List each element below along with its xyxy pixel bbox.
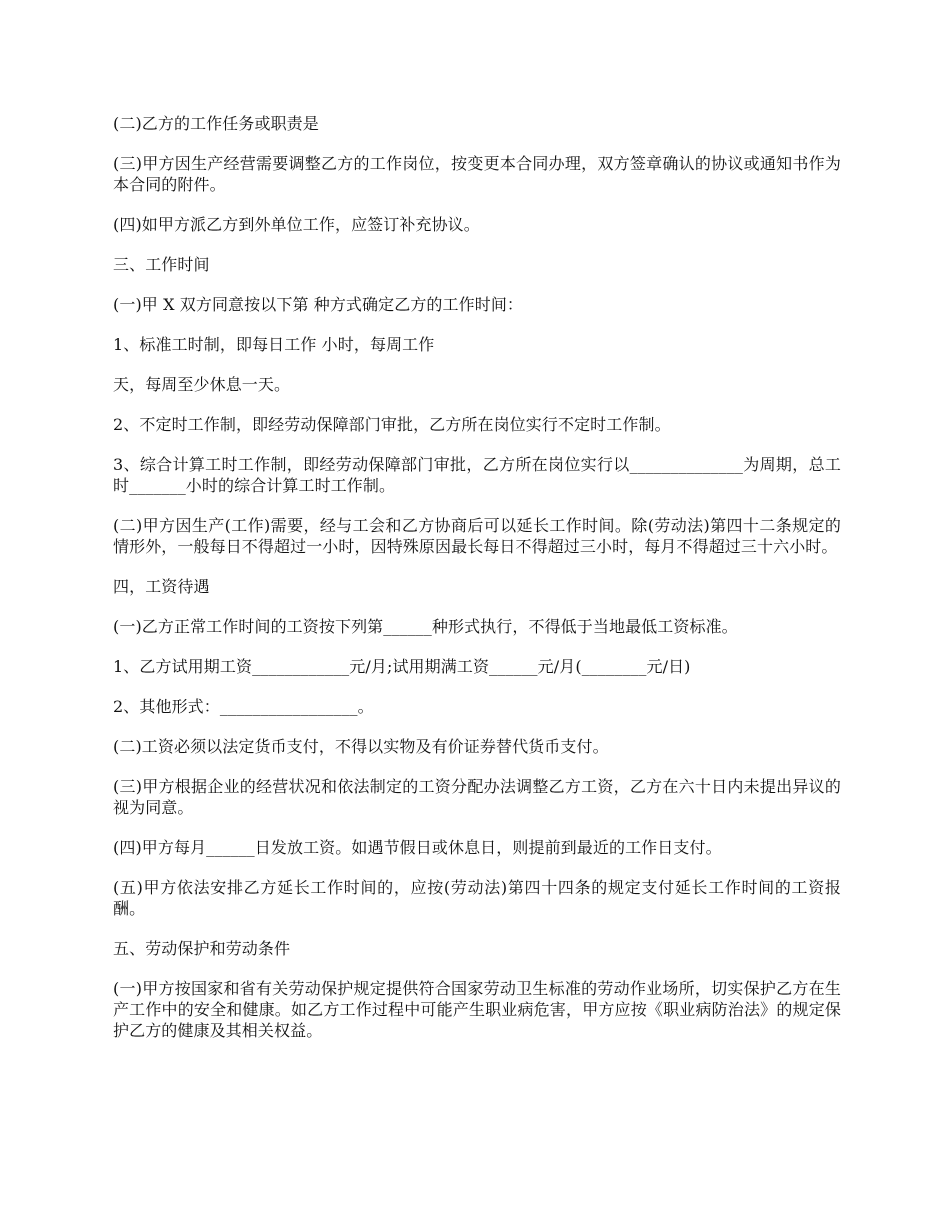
section-heading-labor-protection: 五、劳动保护和劳动条件 bbox=[113, 939, 291, 958]
clause-comprehensive-hours: 3、综合计算工时工作制，即经劳动保障部门审批，乙方所在岗位实行以______________为周期，总工时_______小时的综合计算工时工作制。 bbox=[113, 455, 841, 495]
clause-working-hours-method: (一)甲 X 双方同意按以下第 种方式确定乙方的工作时间： bbox=[113, 295, 524, 314]
clause-job-duties: (二)乙方的工作任务或职责是 bbox=[113, 114, 319, 133]
section-heading-wages: 四，工资待遇 bbox=[113, 577, 210, 596]
clause-wage-form: (一)乙方正常工作时间的工资按下列第______种形式执行，不得低于当地最低工资标准。 bbox=[113, 617, 738, 636]
clause-position-change: (三)甲方因生产经营需要调整乙方的工作岗位，按变更本合同办理，双方签章确认的协议或通知书作为本合同的附件。 bbox=[113, 154, 841, 194]
clause-legal-currency: (二)工资必须以法定货币支付，不得以实物及有价证券替代货币支付。 bbox=[113, 737, 609, 756]
clause-other-wage-form: 2、其他形式：_________________。 bbox=[113, 697, 374, 716]
clause-external-assignment: (四)如甲方派乙方到外单位工作，应签订补充协议。 bbox=[113, 215, 480, 234]
clause-standard-hours-rest: 天，每周至少休息一天。 bbox=[113, 375, 291, 394]
clause-flexible-hours: 2、不定时工作制，即经劳动保障部门审批，乙方所在岗位实行不定时工作制。 bbox=[113, 415, 671, 434]
clause-pay-day: (四)甲方每月______日发放工资。如遇节假日或休息日，则提前到最近的工作日支付。 bbox=[113, 838, 722, 857]
clause-overtime: (二)甲方因生产(工作)需要，经与工会和乙方协商后可以延长工作时间。除(劳动法)第四十二条规定的情形外，一般每日不得超过一小时，因特殊原因最长每日不得超过三小时，每月不得超过三十六小时。 bbox=[113, 516, 841, 556]
clause-standard-hours: 1、标准工时制，即每日工作 小时，每周工作 bbox=[113, 335, 435, 354]
clause-labor-protection: (一)甲方按国家和省有关劳动保护规定提供符合国家劳动卫生标准的劳动作业场所，切实保护乙方在生产工作中的安全和健康。如乙方工作过程中可能产生职业病危害，甲方应按《职业病防治法》的规定保护乙方的健康及其相关权益。 bbox=[113, 979, 841, 1040]
clause-overtime-pay: (五)甲方依法安排乙方延长工作时间的，应按(劳动法)第四十四条的规定支付延长工作时间的工资报酬。 bbox=[113, 878, 841, 918]
section-heading-working-hours: 三、工作时间 bbox=[113, 255, 210, 274]
document-page bbox=[113, 113, 841, 1060]
clause-probation-wage: 1、乙方试用期工资____________元/月;试用期满工资______元/月(________元/日) bbox=[113, 657, 691, 676]
clause-wage-adjustment: (三)甲方根据企业的经营状况和依法制定的工资分配办法调整乙方工资，乙方在六十日内未提出异议的视为同意。 bbox=[113, 777, 841, 817]
